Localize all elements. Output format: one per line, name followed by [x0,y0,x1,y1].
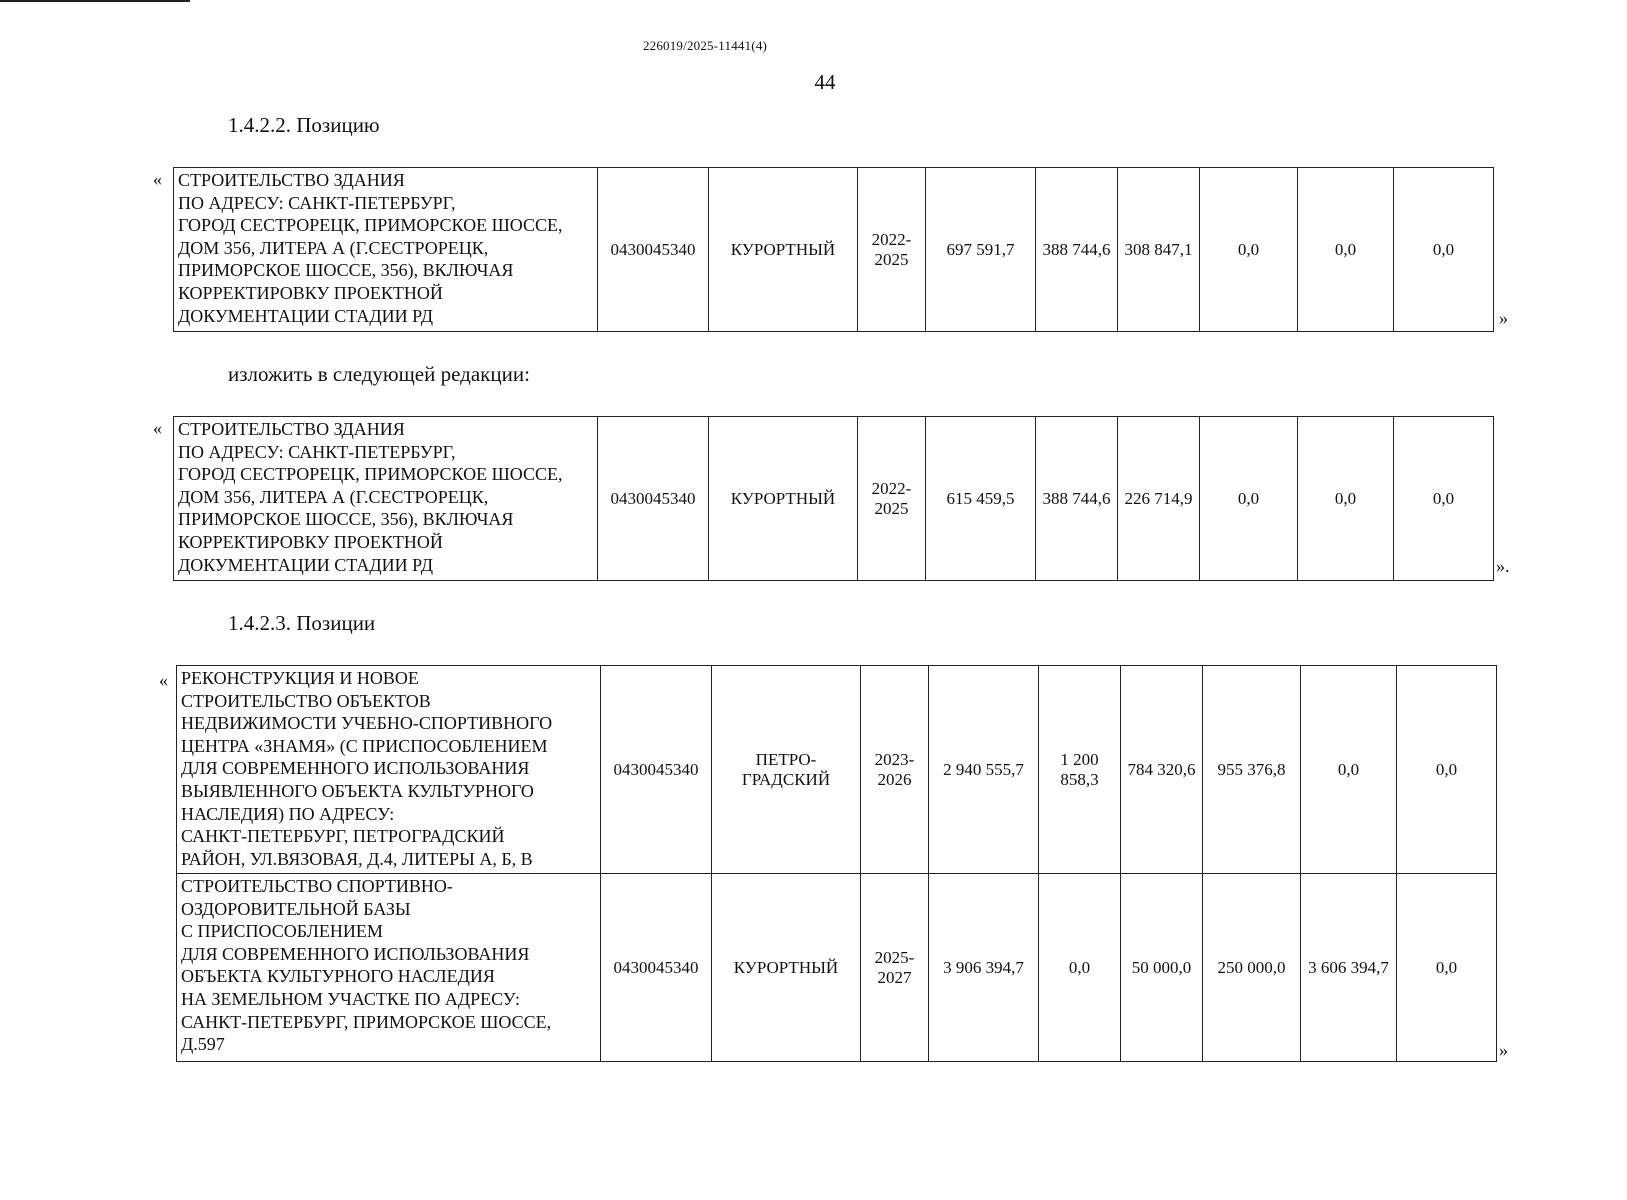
open-quote: « [153,169,162,189]
district-cell-line: КУРОРТНЫЙ [730,488,836,508]
years-cell-line: 2022- [871,229,912,249]
positions-table [173,167,1494,332]
value-cell: 50 000,0 [1121,874,1203,1062]
object-name-line: СТРОИТЕЛЬСТВО ЗДАНИЯ [178,419,405,439]
table-row [177,666,1497,874]
total-cell: 3 906 394,7 [929,874,1039,1062]
object-name-line: ДОКУМЕНТАЦИИ СТАДИИ РД [178,554,434,575]
years-cell-line: 2025- [874,947,915,967]
years-cell-line: 2023- [874,749,915,769]
object-name-line: ВЫЯВЛЕННОГО ОБЪЕКТА КУЛЬТУРНОГО [181,780,534,801]
district-cell [709,168,858,332]
value-cell: 250 000,0 [1203,874,1301,1062]
value-cell: 0,0 [1397,666,1497,874]
code-cell: 0430045340 [598,168,709,332]
value-cell: 0,0 [1298,417,1394,581]
years-cell [861,666,929,874]
positions-table [173,416,1494,581]
district-cell [712,666,861,874]
table-row [174,168,1494,332]
value-cell: 955 376,8 [1203,666,1301,874]
district-cell [709,417,858,581]
object-name-line: РЕКОНСТРУКЦИЯ И НОВОЕ [181,668,419,688]
value-cell: 0,0 [1039,874,1121,1062]
value-cell: 0,0 [1200,168,1298,332]
object-name-line: САНКТ-ПЕТЕРБУРГ, ПРИМОРСКОЕ ШОССЕ, [181,1011,552,1032]
table-row [177,874,1497,1062]
years-cell [858,417,926,581]
years-cell-line: 2025 [874,249,909,269]
value-cell: 0,0 [1200,417,1298,581]
object-name-line: ДОМ 356, ЛИТЕРА А (Г.СЕСТРОРЕЦК, [178,486,489,507]
table-row [174,417,1494,581]
value-cell: 1 200 858,3 [1039,666,1121,874]
object-name-line: ДОКУМЕНТАЦИИ СТАДИИ РД [178,305,434,326]
open-quote: « [153,418,162,438]
district-cell-line: КУРОРТНЫЙ [733,957,839,977]
years-cell-line: 2022- [871,478,912,498]
object-name-line: КОРРЕКТИРОВКУ ПРОЕКТНОЙ [178,282,443,303]
object-name-line: РАЙОН, УЛ.ВЯЗОВАЯ, Д.4, ЛИТЕРЫ А, Б, В [181,848,533,869]
close-quote: » [1499,308,1508,328]
years-cell [858,168,926,332]
object-name-cell [177,666,601,874]
value-cell: 3 606 394,7 [1301,874,1397,1062]
years-cell-line: 2027 [877,967,912,987]
code-cell: 0430045340 [601,666,712,874]
years-cell [861,874,929,1062]
object-name-line: ПРИМОРСКОЕ ШОССЕ, 356), ВКЛЮЧАЯ [178,260,514,281]
close-quote: ». [1496,556,1510,576]
object-name-line: ПО АДРЕСУ: САНКТ-ПЕТЕРБУРГ, [178,192,456,213]
top-rule [0,0,190,2]
district-cell-line: КУРОРТНЫЙ [730,239,836,259]
page-number: 44 [814,70,836,94]
object-name-line: ГОРОД СЕСТРОРЕЦК, ПРИМОРСКОЕ ШОССЕ, [178,215,563,236]
value-cell: 388 744,6 [1036,168,1118,332]
object-name-line: КОРРЕКТИРОВКУ ПРОЕКТНОЙ [178,531,443,552]
total-cell: 697 591,7 [926,168,1036,332]
years-cell-line: 2025 [874,498,909,518]
object-name-cell [177,874,601,1062]
code-cell: 0430045340 [598,417,709,581]
value-cell: 0,0 [1301,666,1397,874]
object-name-line: САНКТ-ПЕТЕРБУРГ, ПЕТРОГРАДСКИЙ [181,826,505,847]
table-body [174,417,1494,581]
object-name-line: НАСЛЕДИЯ) ПО АДРЕСУ: [181,803,395,824]
value-cell: 0,0 [1394,168,1494,332]
object-name-line: НА ЗЕМЕЛЬНОМ УЧАСТКЕ ПО АДРЕСУ: [181,988,520,1009]
code-cell: 0430045340 [601,874,712,1062]
close-quote: » [1499,1040,1508,1060]
object-name-line: Д.597 [181,1034,225,1055]
table-body [174,168,1494,332]
object-name-line: ДОМ 356, ЛИТЕРА А (Г.СЕСТРОРЕЦК, [178,237,489,258]
total-cell: 2 940 555,7 [929,666,1039,874]
value-cell: 388 744,6 [1036,417,1118,581]
district-cell-line: ГРАДСКИЙ [741,769,831,789]
object-name-line: НЕДВИЖИМОСТИ УЧЕБНО-СПОРТИВНОГО [181,713,553,734]
section-heading: 1.4.2.3. Позиции [228,611,376,635]
object-name-line: ЦЕНТРА «ЗНАМЯ» (С ПРИСПОСОБЛЕНИЕМ [181,735,548,756]
value-cell: 226 714,9 [1118,417,1200,581]
object-name-line: С ПРИСПОСОБЛЕНИЕМ [181,921,383,942]
district-cell-line: ПЕТРО- [755,749,817,769]
object-name-line: ДЛЯ СОВРЕМЕННОГО ИСПОЛЬЗОВАНИЯ [181,943,530,964]
object-name-line: ДЛЯ СОВРЕМЕННОГО ИСПОЛЬЗОВАНИЯ [181,758,530,779]
positions-table [176,665,1497,1062]
object-name-cell [174,168,598,332]
object-name-line: СТРОИТЕЛЬСТВО ЗДАНИЯ [178,170,405,190]
value-cell: 0,0 [1298,168,1394,332]
value-cell: 0,0 [1394,417,1494,581]
table-body [177,666,1497,1062]
object-name-line: ОБЪЕКТА КУЛЬТУРНОГО НАСЛЕДИЯ [181,966,495,987]
section-heading: изложить в следующей редакции: [228,362,530,386]
value-cell: 0,0 [1397,874,1497,1062]
open-quote: « [159,670,168,690]
object-name-line: СТРОИТЕЛЬСТВО ОБЪЕКТОВ [181,690,431,711]
section-heading: 1.4.2.2. Позицию [228,113,380,137]
years-cell-line: 2026 [877,769,912,789]
object-name-line: ПО АДРЕСУ: САНКТ-ПЕТЕРБУРГ, [178,441,456,462]
value-cell: 308 847,1 [1118,168,1200,332]
district-cell [712,874,861,1062]
object-name-line: СТРОИТЕЛЬСТВО СПОРТИВНО- [181,876,453,896]
object-name-cell [174,417,598,581]
object-name-line: ПРИМОРСКОЕ ШОССЕ, 356), ВКЛЮЧАЯ [178,509,514,530]
object-name-line: ГОРОД СЕСТРОРЕЦК, ПРИМОРСКОЕ ШОССЕ, [178,464,563,485]
document-code: 226019/2025-11441(4) [642,38,768,53]
object-name-line: ОЗДОРОВИТЕЛЬНОЙ БАЗЫ [181,898,411,919]
value-cell: 784 320,6 [1121,666,1203,874]
total-cell: 615 459,5 [926,417,1036,581]
